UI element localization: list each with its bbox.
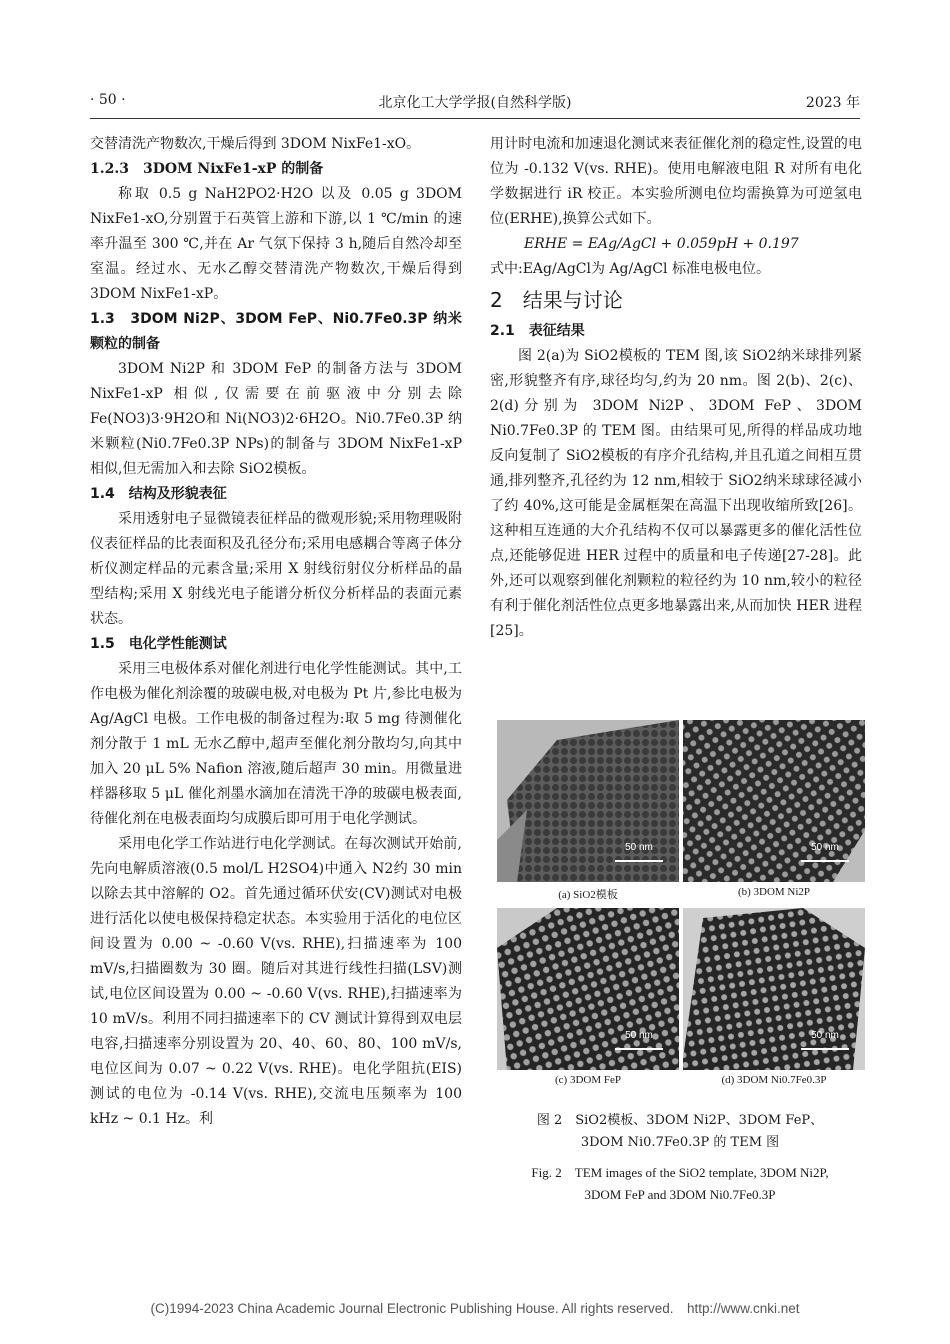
panel-label-d: (d) 3DOM Ni0.7Fe0.3P [721, 1074, 827, 1086]
tem-image-c [497, 908, 679, 1070]
tem-image-d [683, 908, 865, 1070]
copyright-footer: (C)1994-2023 China Academic Journal Electronic Publishing House. All rights reserved. http://www.cnki.net [150, 1301, 800, 1316]
paragraph: 采用电化学工作站进行电化学测试。在每次测试开始前,先向电解质溶液(0.5 mol/L H2SO4)中通入 N2约 30 min 以除去其中溶解的 O2。首先通过循环伏安(CV)测试对电极进行活化以使电极保持稳定状态。本实验用于活化的电位区间设置为 0.00 ~ -0.60 V(vs. RHE),扫描速率为 100 mV/s,扫描圈数为 30 圈。随后对其进行线性扫描(LSV)测试,电位区间设置为 0.00 ~ -0.60 V(vs. RHE),扫描速率为 10 mV/s。利用不同扫描速率下的 CV 测试计算得到双电层电容,扫描速率分别设置为 20、40、60、80、100 mV/s,电位区间为 0.07 ~ 0.22 V(vs. RHE)。电化学阻抗(EIS)测试的电位为 -0.14 V(vs. RHE),交流电压频率为 100 kHz ~ 0.1 Hz。利 [90, 836, 462, 1127]
left-column [90, 132, 462, 1132]
scale-bar [615, 860, 663, 862]
year: 2023 年 [805, 95, 860, 111]
tem-figure [495, 720, 865, 1105]
paragraph: 采用透射电子显微镜表征样品的微观形貌;采用物理吸附仪表征样品的比表面积及孔径分布;采用电感耦合等离子体分析仪测定样品的元素含量;采用 X 射线衍射仪分析样品的晶型结构;采用 X 射线光电子能谱分析仪分析样品的表面元素状态。 [90, 511, 462, 627]
scale-bar-label: 50 nm [625, 842, 653, 853]
panel-label-a: (a) SiO2模板 [558, 889, 618, 901]
caption-line: 3DOM Ni0.7Fe0.3P 的 TEM 图 [580, 1135, 780, 1150]
paragraph: 采用三电极体系对催化剂进行电化学性能测试。其中,工作电极为催化剂涂覆的玻碳电极,对电极为 Pt 片,参比电极为 Ag/AgCl 电极。工作电极的制备过程为:取 5 mg 待测催化剂分散于 1 mL 无水乙醇中,超声至催化剂分散均匀,向其中加入 20 μL 5% Nafion 溶液,随后超声 30 min。用微量进样器移取 5 μL 催化剂墨水滴加在清洗干净的玻碳电极表面,待催化剂在电极表面均匀成膜后即可用于电化学测试。 [90, 661, 462, 827]
scale-bar-label: 50 nm [625, 1030, 653, 1041]
paragraph: 图 2(a)为 SiO2模板的 TEM 图,该 SiO2纳米球排列紧密,形貌整齐有序,球径均匀,约为 20 nm。图 2(b)、2(c)、2(d)分别为 3DOM Ni2P、3DOM FeP、3DOM Ni0.7Fe0.3P 的 TEM 图。由结果可见,所得的样品成功地反向复制了 SiO2模板的有序介孔结构,并且孔道之间相互贯通,排列整齐,孔径约为 12 nm,相较于 SiO2纳米球球径减小了约 40%,这可能是金属框架在高温下出现收缩所致[26]。这种相互连通的大介孔结构不仅可以暴露更多的催化活性位点,还能够促进 HER 过程中的质量和电子传递[27-28]。此外,还可以观察到催化剂颗粒的粒径约为 10 nm,较小的粒径有利于催化剂活性位点更多地暴露出来,从而加快 HER 进程[25]。 [490, 348, 862, 639]
section-heading-2: 2 结果与讨论 [490, 288, 623, 312]
section-heading-1-3: 1.3 3DOM Ni2P、3DOM FeP、Ni0.7Fe0.3P 纳米颗粒的制备 [90, 311, 462, 352]
paragraph: 3DOM Ni2P 和 3DOM FeP 的制备方法与 3DOM NixFe1-xP 相似,仅需要在前驱液中分别去除 Fe(NO3)3·9H2O和 Ni(NO3)2·6H2O。Ni0.7Fe0.3P 纳米颗粒(Ni0.7Fe0.3P NPs)的制备与 3DOM NixFe1-xP 相似,但无需加入和去除 SiO2模板。 [90, 361, 462, 477]
caption-line: Fig. 2 TEM images of the SiO2 template, 3DOM Ni2P, [531, 1165, 829, 1180]
equation: ERHE = EAg/AgCl + 0.059pH + 0.197 [524, 236, 799, 252]
section-heading-1-4: 1.4 结构及形貌表征 [90, 486, 227, 502]
caption-line: 图 2 SiO2模板、3DOM Ni2P、3DOM FeP、 [536, 1113, 824, 1128]
header-rule [90, 118, 860, 119]
page-number: · 50 · [90, 92, 126, 108]
section-heading-1-2-3: 1.2.3 3DOM NixFe1-xP 的制备 [90, 161, 324, 177]
figure-caption-en [495, 1162, 865, 1206]
scale-bar-label: 50 nm [811, 842, 839, 853]
section-heading-2-1: 2.1 表征结果 [490, 323, 585, 339]
scale-bar [615, 1048, 663, 1050]
running-header [90, 92, 860, 114]
journal-name: 北京化工大学学报(自然科学版) [378, 95, 572, 111]
right-column [490, 132, 862, 644]
panel-label-c: (c) 3DOM FeP [555, 1074, 621, 1086]
paragraph: 称取 0.5 g NaH2PO2·H2O 以及 0.05 g 3DOM NixFe1-xO,分别置于石英管上游和下游,以 1 ℃/min 的速率升温至 300 ℃,并在 Ar 气氛下保持 3 h,随后自然冷却至室温。经过水、无水乙醇交替清洗产物数次,干燥后得到 3DOM NixFe1-xP。 [90, 186, 462, 302]
scale-bar-label: 50 nm [811, 1030, 839, 1041]
paragraph: 交替清洗产物数次,干燥后得到 3DOM NixFe1-xO。 [90, 136, 421, 152]
panel-label-b: (b) 3DOM Ni2P [737, 886, 811, 898]
scale-bar [801, 1048, 849, 1050]
tem-image-b [683, 720, 865, 882]
paragraph: 用计时电流和加速退化测试来表征催化剂的稳定性,设置的电位为 -0.132 V(vs. RHE)。使用电解液电阻 R 对所有电化学数据进行 iR 校正。本实验所测电位均需换算为可逆氢电位(ERHE),换算公式如下。 [490, 136, 862, 227]
figure-caption-cn [495, 1110, 865, 1154]
scale-bar [801, 860, 849, 862]
caption-line: 3DOM FeP and 3DOM Ni0.7Fe0.3P [584, 1187, 776, 1202]
section-heading-1-5: 1.5 电化学性能测试 [90, 636, 227, 652]
paragraph: 式中:EAg/AgCl为 Ag/AgCl 标准电极电位。 [490, 261, 770, 277]
tem-image-a [497, 720, 679, 882]
